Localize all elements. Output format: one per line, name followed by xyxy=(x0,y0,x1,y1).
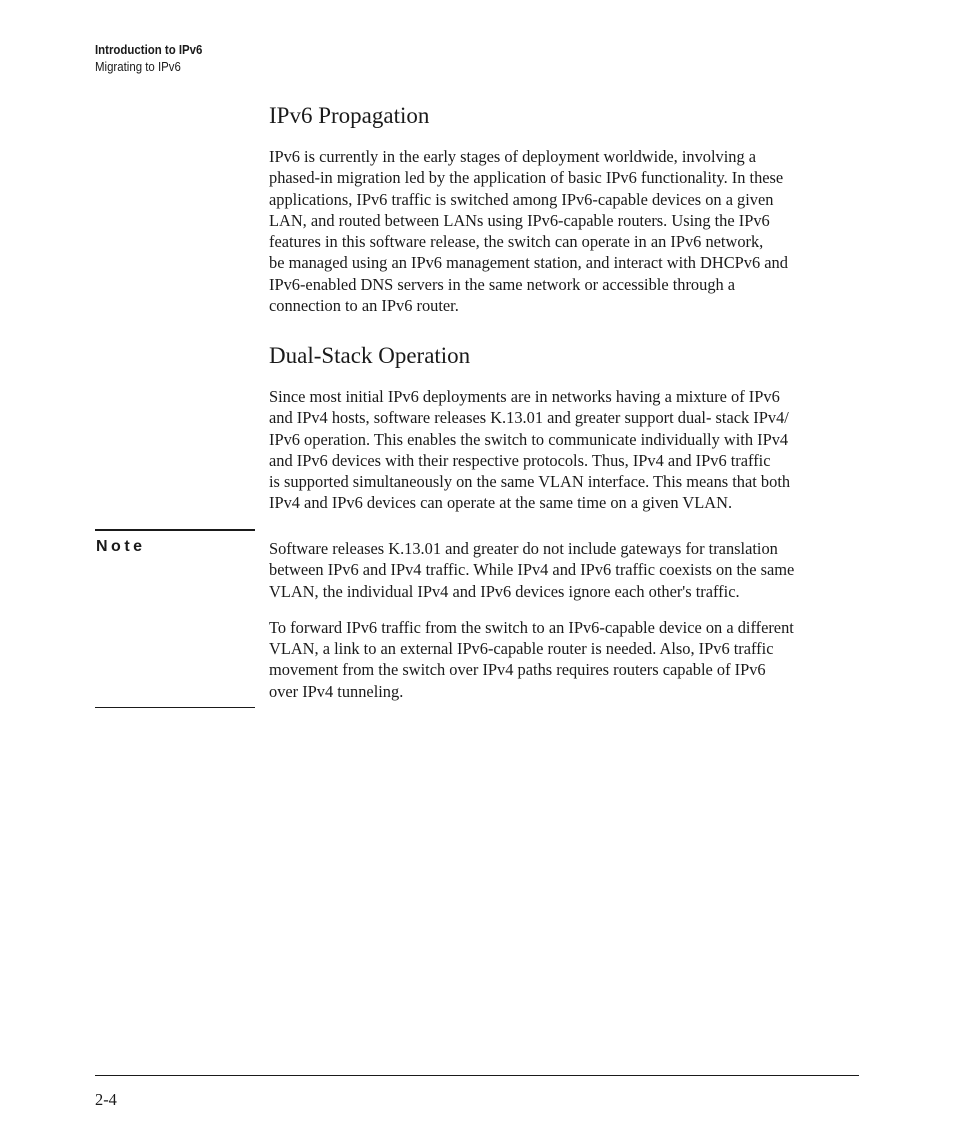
note-top-rule xyxy=(95,529,255,531)
section-heading: IPv6 Propagation xyxy=(269,103,430,128)
text-line: connection to an IPv6 router. xyxy=(269,296,459,316)
text-line: movement from the switch over IPv4 paths requires routers capable of IPv6 xyxy=(269,660,766,680)
text-line: Since most initial IPv6 deployments are in networks having a mixture of IPv6 xyxy=(269,387,780,406)
text-line: IPv6 operation. This enables the switch to communicate individually with IPv4 xyxy=(269,429,789,449)
text-line: be managed using an IPv6 management station, and interact with DHCPv6 and xyxy=(269,253,788,273)
section-heading: Dual-Stack Operation xyxy=(269,343,471,368)
note-paragraph xyxy=(269,538,861,602)
text-line: and IPv6 devices with their respective protocols. Thus, IPv4 and IPv6 traffic xyxy=(269,450,771,470)
text-line: LAN, and routed between LANs using IPv6-capable routers. Using the IPv6 xyxy=(269,210,770,230)
note-paragraph xyxy=(269,617,861,702)
footer-rule xyxy=(95,1075,859,1076)
text-line: IPv4 and IPv6 devices can operate at the same time on a given VLAN. xyxy=(269,493,733,513)
text-line: between IPv6 and IPv4 traffic. While IPv4 and IPv6 traffic coexists on the same xyxy=(269,560,795,580)
text-line: phased-in migration led by the application of basic IPv6 functionality. In these xyxy=(269,168,784,188)
page-number: 2-4 xyxy=(95,1090,117,1109)
running-head xyxy=(95,41,202,75)
section-paragraph xyxy=(269,386,861,514)
text-line: features in this software release, the switch can operate in an IPv6 network, xyxy=(269,232,764,252)
text-line: over IPv4 tunneling. xyxy=(269,681,404,701)
section-dual-stack-operation xyxy=(269,342,861,514)
text-line: and IPv4 hosts, software releases K.13.01 and greater support dual- stack IPv4/ xyxy=(269,408,789,428)
text-line: is supported simultaneously on the same VLAN interface. This means that both xyxy=(269,472,791,492)
note-label: Note xyxy=(96,538,146,555)
running-head-chapter: Introduction to IPv6 xyxy=(95,42,203,57)
text-line: IPv6-enabled DNS servers in the same network or accessible through a xyxy=(269,274,736,294)
running-head-section: Migrating to IPv6 xyxy=(95,59,181,74)
note-body xyxy=(269,538,861,702)
text-line: VLAN, the individual IPv4 and IPv6 devices ignore each other's traffic. xyxy=(269,581,740,601)
text-line: IPv6 is currently in the early stages of deployment worldwide, involving a xyxy=(269,147,757,166)
text-line: applications, IPv6 traffic is switched among IPv6-capable devices on a given xyxy=(269,189,774,209)
text-line: VLAN, a link to an external IPv6-capable router is needed. Also, IPv6 traffic xyxy=(269,639,774,659)
text-line: To forward IPv6 traffic from the switch to an IPv6-capable device on a different xyxy=(269,617,794,637)
note-bottom-rule xyxy=(95,707,255,708)
section-paragraph xyxy=(269,146,861,316)
section-ipv6-propagation xyxy=(269,102,861,316)
text-line: Software releases K.13.01 and greater do not include gateways for translation xyxy=(269,539,778,558)
